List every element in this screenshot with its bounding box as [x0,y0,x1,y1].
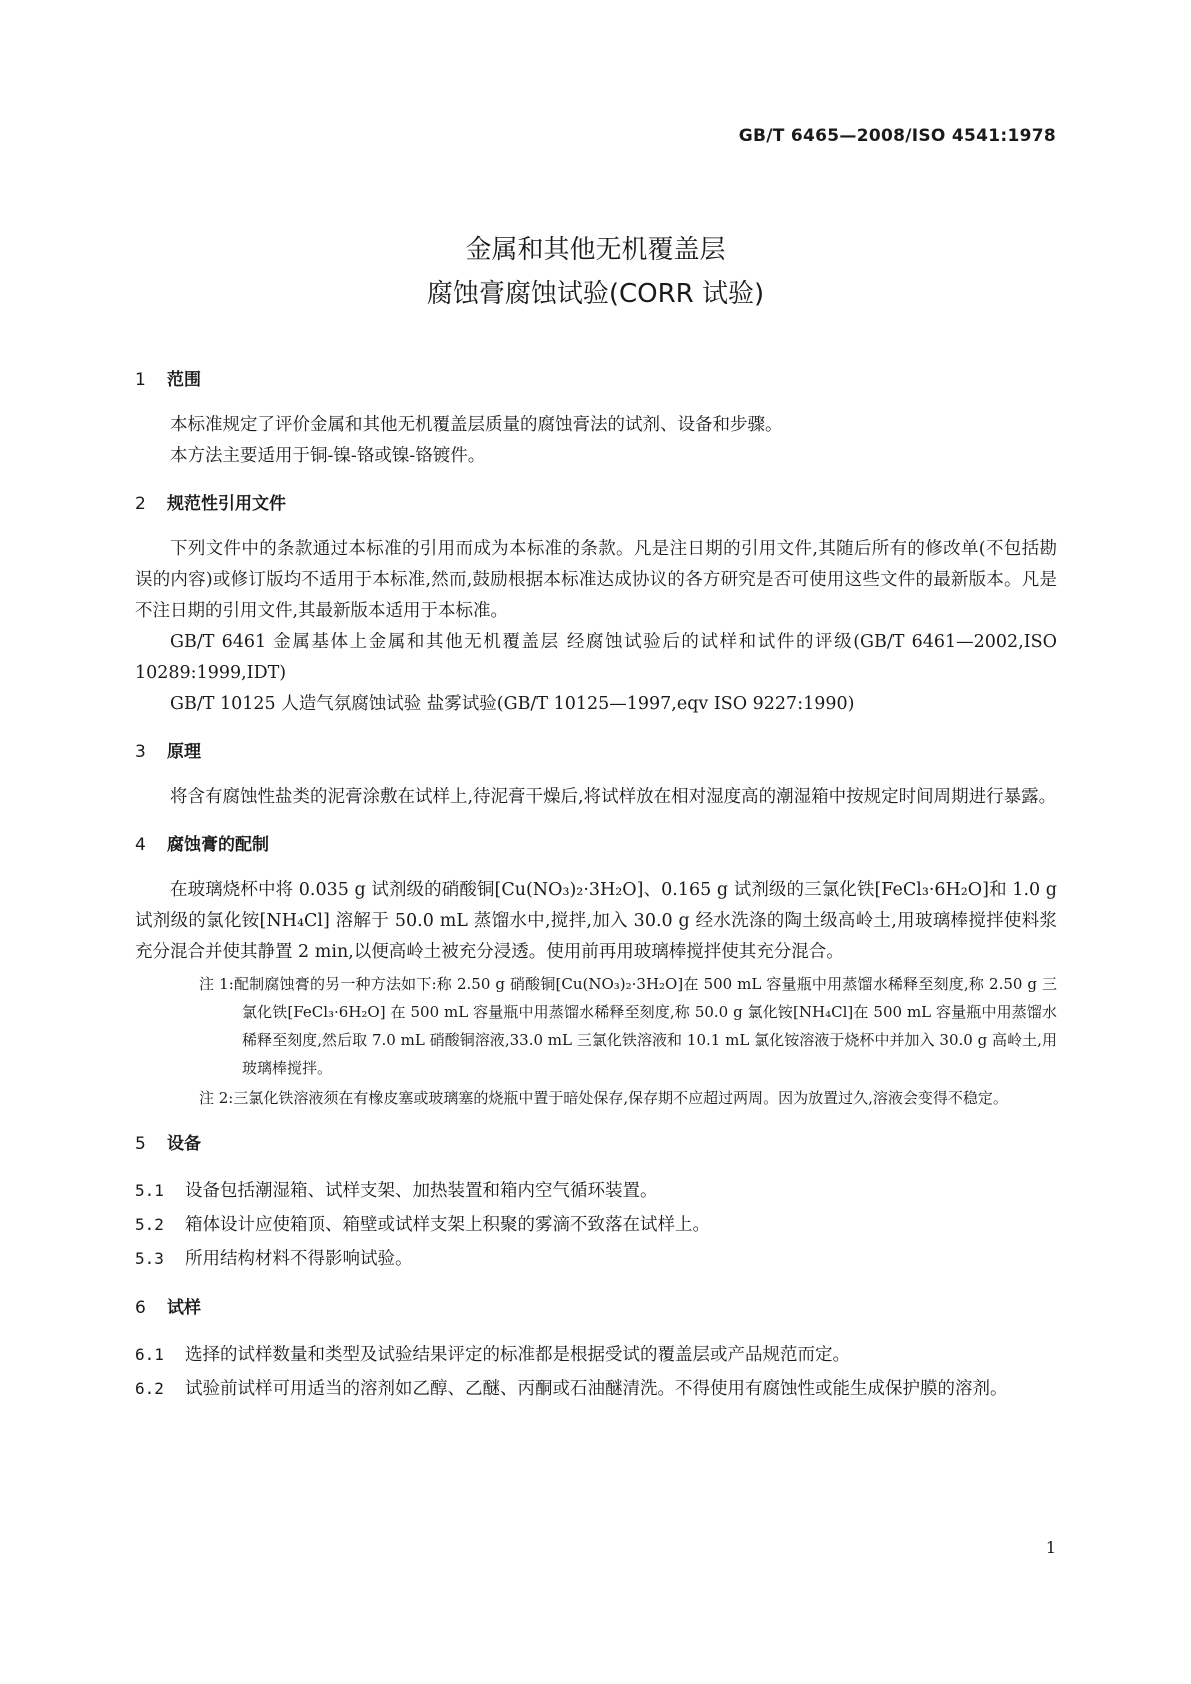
paragraph: 在玻璃烧杯中将 0.035 g 试剂级的硝酸铜[Cu(NO₃)₂·3H₂O]、0.165 g 试剂级的三氯化铁[FeCl₃·6H₂O]和 1.0 g 试剂级的氯化铵[NH₄Cl] 溶解于 50.0 mL 蒸馏水中,搅拌,加入 30.0 g 经水洗涤的陶土级高岭土,用玻璃棒搅拌使料浆充分混合并使其静置 2 min,以便高岭土被充分浸透。使用前再用玻璃棒搅拌使其充分混合。 [135,880,1057,962]
paragraph: 本标准规定了评价金属和其他无机覆盖层质量的腐蚀膏法的试剂、设备和步骤。 [170,415,783,435]
section-apparatus [135,1132,1057,1276]
section-normative-references [135,492,1057,720]
clause: 6.1 选择的试样数量和类型及试验结果评定的标准都是根据受试的覆盖层或产品规范而定。 [135,1345,850,1365]
title-line-2: 腐蚀膏腐蚀试验(CORR 试验) [426,279,765,309]
paragraph: 下列文件中的条款通过本标准的引用而成为本标准的条款。凡是注日期的引用文件,其随后所有的修改单(不包括勘误的内容)或修订版均不适用于本标准,然而,鼓励根据本标准达成协议的各方研究是否可使用这些文件的最新版本。凡是不注日期的引用文件,其最新版本适用于本标准。 [135,539,1057,621]
section-test-specimens [135,1296,1057,1406]
paragraph: 将含有腐蚀性盐类的泥膏涂敷在试样上,待泥膏干燥后,将试样放在相对湿度高的潮湿箱中按规定时间周期进行暴露。 [170,787,1057,807]
section-scope [135,368,1057,472]
section-paste-preparation [135,833,1057,1112]
section-heading: 5 设备 [135,1134,201,1154]
note: 注 1:配制腐蚀膏的另一种方法如下:称 2.50 g 硝酸铜[Cu(NO₃)₂·3H₂O]在 500 mL 容量瓶中用蒸馏水稀释至刻度,称 2.50 g 三氯化铁[FeCl₃·6H₂O] 在 500 mL 容量瓶中用蒸馏水稀释至刻度,称 50.0 g 氯化铵[NH₄Cl]在 500 mL 容量瓶中用蒸馏水稀释至刻度,然后取 7.0 mL 硝酸铜溶液,33.0 mL 三氯化铁溶液和 10.1 mL 氯化铵溶液于烧杯中并加入 30.0 g 高岭土,用玻璃棒搅拌。 [199,975,1057,1077]
section-heading: 6 试样 [135,1298,201,1318]
section-heading: 4 腐蚀膏的配制 [135,835,269,855]
reference-entry: GB/T 6461 金属基体上金属和其他无机覆盖层 经腐蚀试验后的试样和试件的评级(GB/T 6461—2002,ISO 10289:1999,IDT) [135,632,1057,683]
reference-entry: GB/T 10125 人造气氛腐蚀试验 盐雾试验(GB/T 10125—1997,eqv ISO 9227:1990) [170,694,855,714]
title-line-1: 金属和其他无机覆盖层 [465,235,726,265]
document-body [135,368,1057,1426]
section-heading: 1 范围 [135,370,201,390]
section-heading: 3 原理 [135,742,201,762]
standard-code: GB/T 6465—2008/ISO 4541:1978 [738,126,1056,146]
clause: 6.2 试验前试样可用适当的溶剂如乙醇、乙醚、丙酮或石油醚清洗。不得使用有腐蚀性或能生成保护膜的溶剂。 [135,1379,1008,1399]
section-principle [135,740,1057,813]
section-heading: 2 规范性引用文件 [135,494,286,514]
document-title [0,228,1191,316]
clause: 5.2 箱体设计应使箱顶、箱壁或试样支架上积聚的雾滴不致落在试样上。 [135,1215,710,1235]
clause: 5.3 所用结构材料不得影响试验。 [135,1249,413,1269]
paragraph: 本方法主要适用于铜-镍-铬或镍-铬镀件。 [170,446,486,466]
note: 注 2:三氯化铁溶液须在有橡皮塞或玻璃塞的烧瓶中置于暗处保存,保存期不应超过两周。因为放置过久,溶液会变得不稳定。 [199,1089,1008,1107]
page-number: 1 [1045,1538,1056,1557]
clause: 5.1 设备包括潮湿箱、试样支架、加热装置和箱内空气循环装置。 [135,1181,658,1201]
